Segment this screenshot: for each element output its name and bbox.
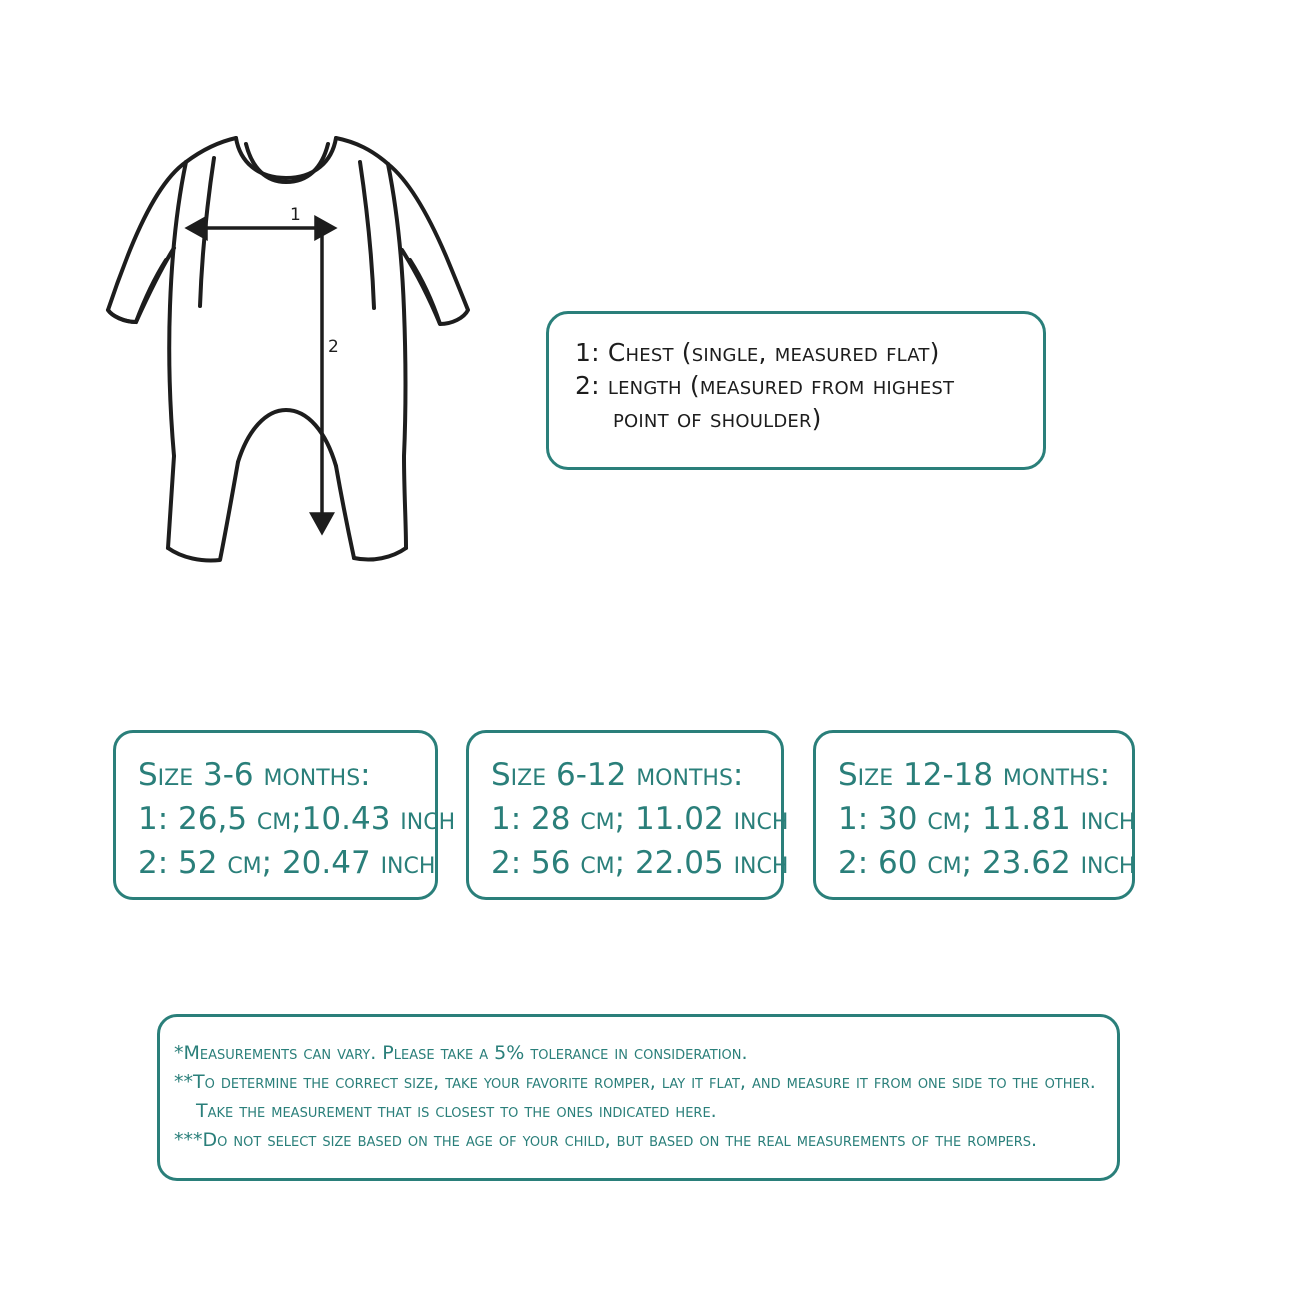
size-title: Size 6-12 months: (491, 757, 744, 793)
note-how-to-measure-cont: Take the measurement that is closest to the ones indicated here. (196, 1099, 717, 1122)
legend-line-length: 2: length (measured from highest (575, 371, 955, 400)
callout-label-1: 1 (290, 205, 301, 225)
size-box-12-18-months (813, 730, 1135, 900)
measurement-arrows (188, 218, 334, 532)
size-length-value: 2: 60 cm; 23.62 inch (838, 845, 1136, 882)
size-chest-value: 1: 30 cm; 11.81 inch (838, 801, 1136, 838)
legend-line-length-cont: point of shoulder) (613, 404, 822, 433)
notes-box (157, 1014, 1120, 1181)
note-age-warning: ***Do not select size based on the age of your child, but based on the real measurements of the rompers. (174, 1128, 1038, 1151)
size-box-6-12-months (466, 730, 789, 900)
legend-line-chest: 1: Chest (single, measured flat) (575, 338, 940, 367)
note-tolerance: *Measurements can vary. Please take a 5% tolerance in consideration. (174, 1042, 748, 1064)
callout-label-2: 2 (328, 337, 339, 357)
size-length-value: 2: 56 cm; 22.05 inch (491, 845, 789, 882)
romper-sketch-svg (90, 110, 490, 580)
size-chest-value: 1: 26,5 cm;10.43 inch (138, 801, 456, 838)
note-how-to-measure: **To determine the correct size, take your favorite romper, lay it flat, and measure it from one side to the other. (174, 1070, 1096, 1093)
size-chest-value: 1: 28 cm; 11.02 inch (491, 801, 789, 838)
romper-illustration (90, 110, 490, 580)
size-length-value: 2: 52 cm; 20.47 inch (138, 845, 436, 882)
size-title: Size 3-6 months: (138, 757, 371, 793)
size-title: Size 12-18 months: (838, 757, 1111, 793)
legend-box (546, 311, 1046, 470)
size-box-3-6-months (113, 730, 456, 900)
